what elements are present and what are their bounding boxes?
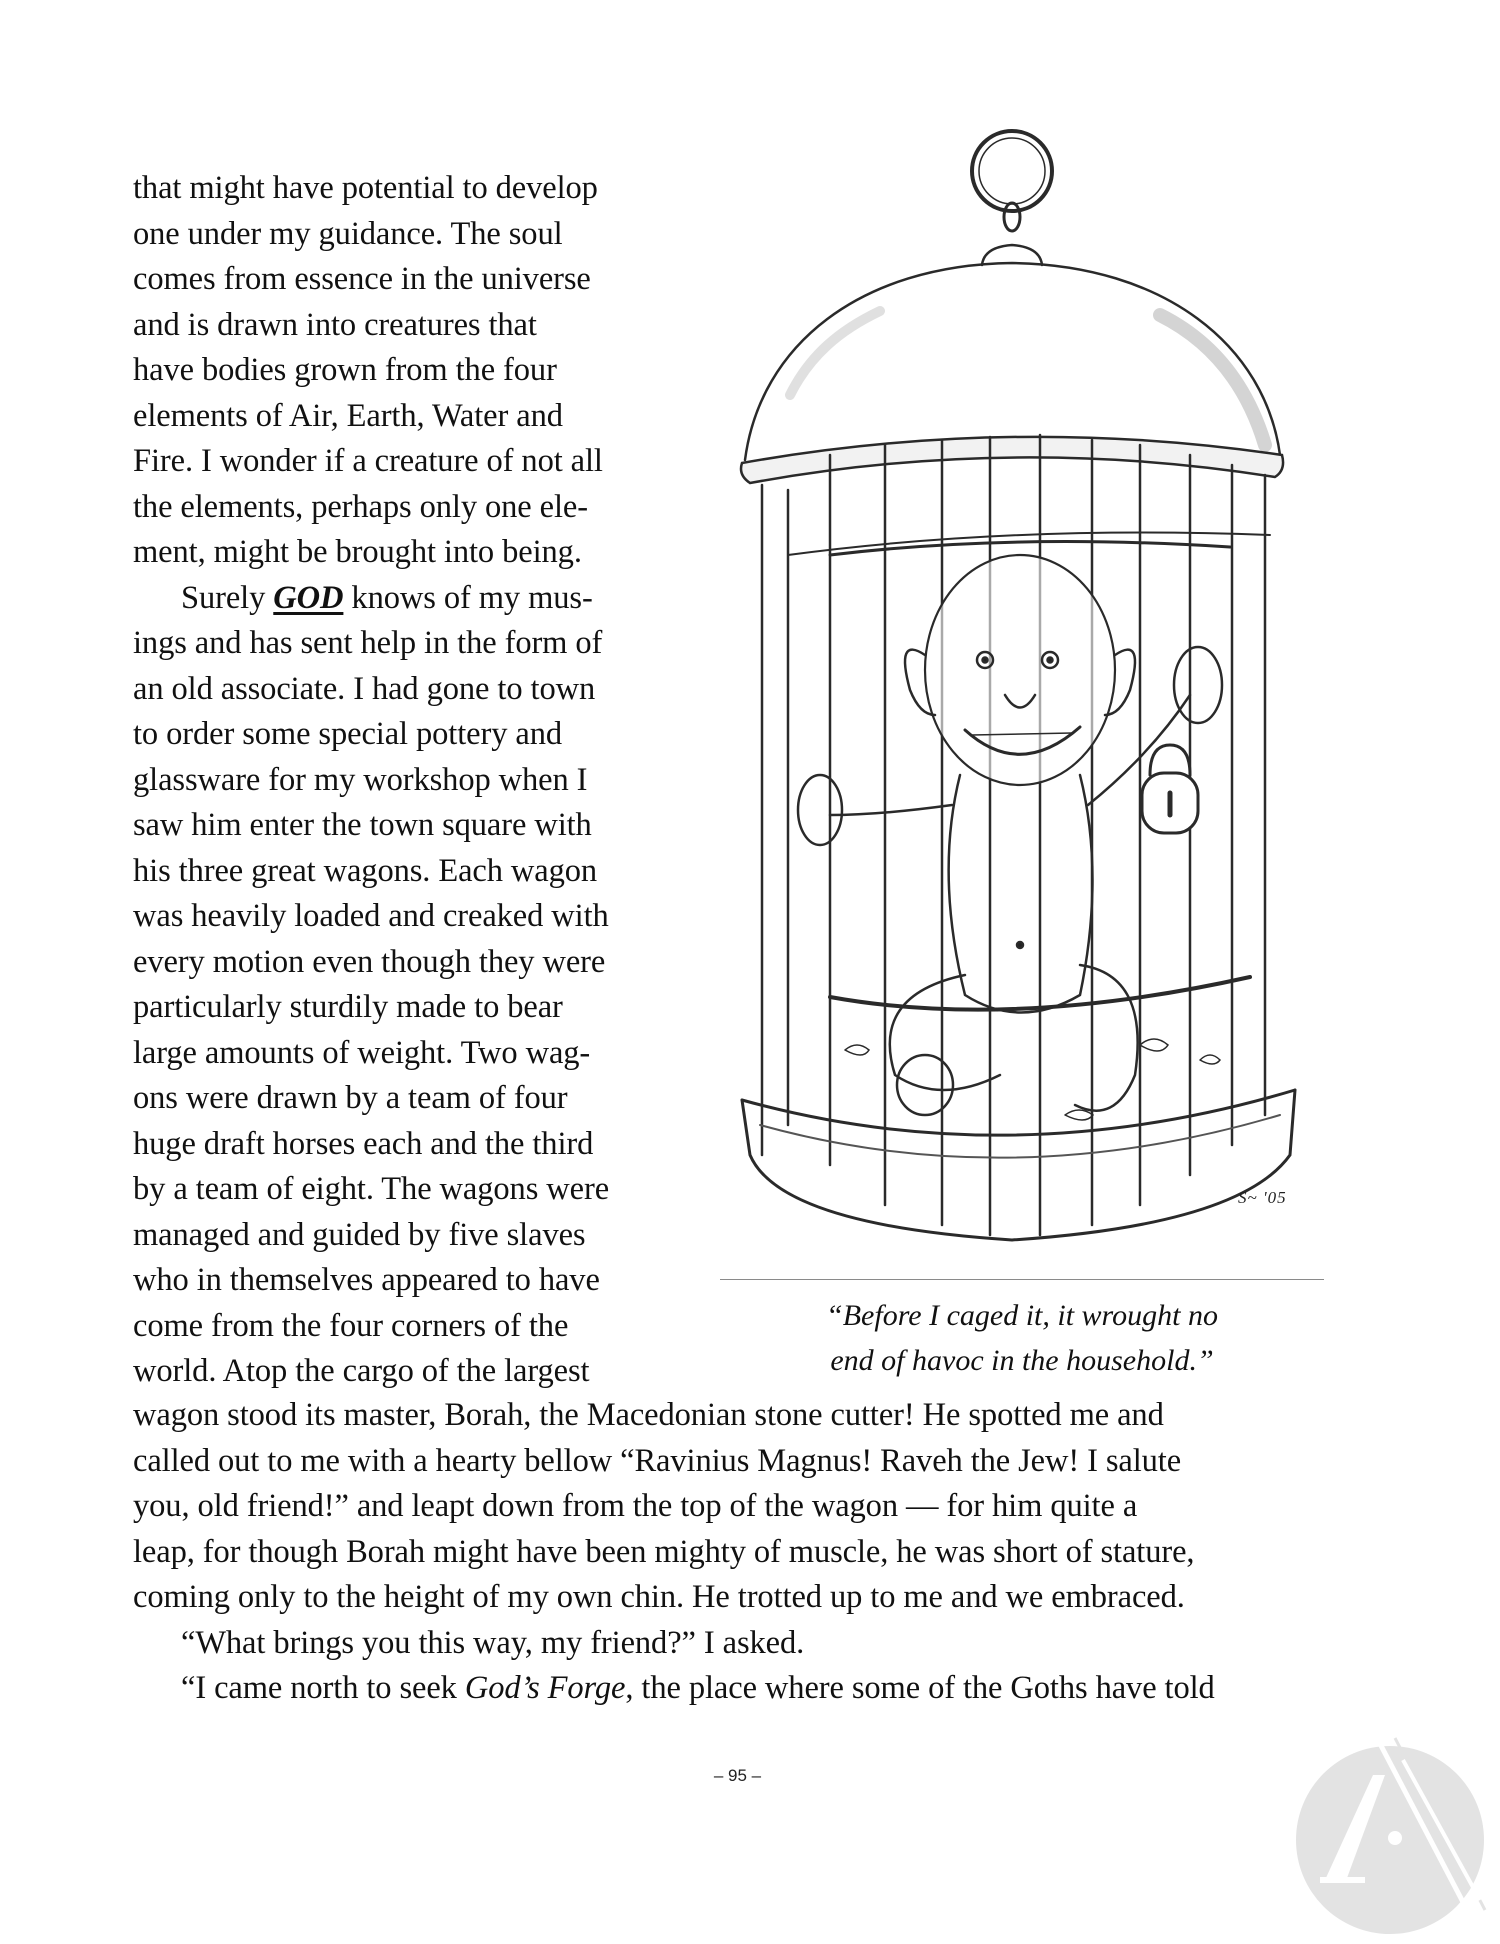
text-line: called out to me with a hearty bellow “Ravinius Magnus! Raveh the Jew! I salute [133, 1442, 1182, 1479]
text-line: that might have potential to develop [133, 170, 598, 206]
text-line: come from the four corners of the [133, 1307, 569, 1344]
text-line: who in themselves appeared to have [133, 1262, 600, 1298]
text-line: world. Atop the cargo of the largest [133, 1353, 590, 1389]
text-line: comes from essence in the universe [133, 261, 591, 297]
publisher-logo-icon [1295, 1720, 1495, 1935]
text-line: you, old friend!” and leapt down from the top of the wagon — for him quite a [133, 1488, 1138, 1524]
text-fragment: Surely [181, 579, 274, 616]
text-line: one under my guidance. The soul [133, 215, 563, 252]
text-line: managed and guided by five slaves [133, 1216, 586, 1253]
text-line: have bodies grown from the four [133, 352, 557, 388]
illustration-caged-creature [720, 115, 1330, 1255]
text-line: ings and has sent help in the form of [133, 625, 603, 661]
page-number: – 95 – [713, 1766, 762, 1785]
dialogue-line: “What brings you this way, my friend?” I asked. [181, 1624, 805, 1661]
text-line: leap, for though Borah might have been mighty of muscle, he was short of stature, [133, 1533, 1195, 1570]
text-line: an old associate. I had gone to town [133, 670, 596, 707]
text-line: ons were drawn by a team of four [133, 1080, 568, 1116]
text-line: was heavily loaded and creaked with [133, 898, 609, 934]
paragraph-start-line [133, 576, 673, 622]
text-line: his three great wagons. Each wagon [133, 852, 598, 889]
text-line: every motion even though they were [133, 943, 606, 980]
text-line: saw him enter the town square with [133, 807, 592, 843]
text-line: ment, might be brought into being. [133, 534, 582, 570]
emphasized-word-god: GOD [273, 579, 344, 616]
caption-line: end of havoc in the household.” [830, 1344, 1214, 1377]
text-line: the elements, perhaps only one ele- [133, 488, 588, 525]
cage-drawing-icon [720, 115, 1330, 1255]
text-line: to order some special pottery and [133, 716, 562, 752]
text-fragment: , the place where some of the Goths have told [625, 1670, 1215, 1706]
text-line: large amounts of weight. Two wag- [133, 1034, 591, 1071]
text-column-full [133, 1393, 1333, 1712]
text-line: wagon stood its master, Borah, the Macedonian stone cutter! He spotted me and [133, 1397, 1164, 1433]
text-line: elements of Air, Earth, Water and [133, 397, 563, 434]
figure-caption [720, 1293, 1324, 1383]
artist-signature: S~ '05 [1238, 1188, 1287, 1207]
text-fragment: “I came north to seek [181, 1670, 465, 1706]
italic-title-gods-forge: God’s Forge [464, 1670, 626, 1706]
text-line: coming only to the height of my own chin. He trotted up to me and we embraced. [133, 1579, 1185, 1615]
dialogue-line [133, 1666, 1333, 1712]
caption-line: “Before I caged it, it wrought no [826, 1299, 1218, 1332]
caption-divider [720, 1279, 1324, 1280]
text-line: glassware for my workshop when I [133, 761, 588, 798]
text-line: by a team of eight. The wagons were [133, 1171, 610, 1207]
text-line: huge draft horses each and the third [133, 1125, 594, 1162]
text-fragment: knows of my mus- [343, 579, 593, 616]
text-line: and is drawn into creatures that [133, 306, 537, 343]
text-line: particularly sturdily made to bear [133, 989, 563, 1025]
text-line: Fire. I wonder if a creature of not all [133, 443, 603, 479]
text-column-left [133, 166, 673, 1395]
